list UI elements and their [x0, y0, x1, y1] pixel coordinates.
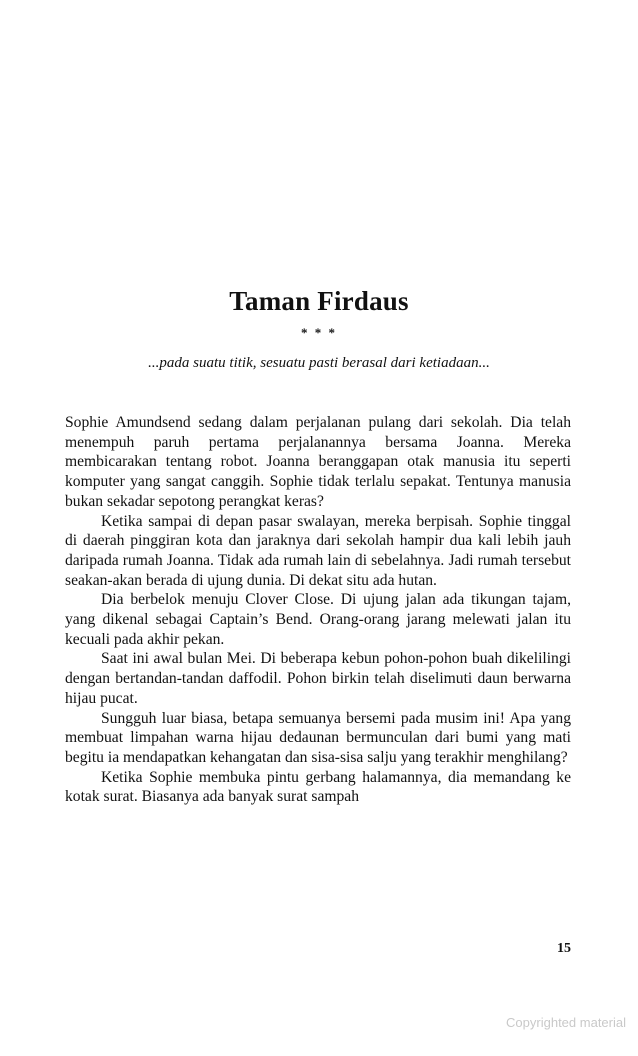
page-number: 15	[557, 941, 571, 956]
body-text	[65, 413, 571, 807]
paragraph: Sophie Amundsend sedang dalam perjalanan pulang dari sekolah. Dia telah menempuh paruh pertama perjalanannya bersama Joanna. Mereka membicarakan tentang robot. Joanna beranggapan otak manusia itu seperti komputer yang sangat canggih. Sophie tidak terlalu sepakat. Tentunya manusia bukan sekadar sepotong perangkat keras?	[65, 414, 571, 510]
paragraph: Ketika sampai di depan pasar swalayan, mereka berpisah. Sophie tinggal di daerah pinggiran kota dan jaraknya dari sekolah hampir dua kali lebih jauh daripada rumah Joanna. Tidak ada rumah lain di sebelahnya. Jadi rumah tersebut seakan-akan berada di ujung dunia. Di dekat situ ada hutan.	[65, 512, 571, 589]
paragraph: Sungguh luar biasa, betapa semuanya bersemi pada musim ini! Apa yang membuat limpahan warna hijau dedaunan bermunculan dari bumi yang mati begitu ia mendapatkan kehangatan dan sisa-sisa salju yang terakhir menghilang?	[65, 709, 571, 766]
section-separator: * * *	[301, 325, 337, 340]
chapter-title: Taman Firdaus	[229, 286, 409, 316]
paragraph: Dia berbelok menuju Clover Close. Di ujung jalan ada tikungan tajam, yang dikenal sebagai Captain’s Bend. Orang-orang jarang melewati jalan itu kecuali pada akhir pekan.	[65, 591, 571, 648]
paragraph: Saat ini awal bulan Mei. Di beberapa kebun pohon-pohon buah dikelilingi dengan bertandan-tandan daffodil. Pohon birkin telah diselimuti daun berwarna hijau pucat.	[65, 650, 571, 707]
copyright-watermark: Copyrighted material	[506, 1015, 626, 1030]
chapter-epigraph: ...pada suatu titik, sesuatu pasti berasal dari ketiadaan...	[148, 355, 490, 371]
paragraph: Ketika Sophie membuka pintu gerbang halamannya, dia memandang ke kotak surat. Biasanya ada banyak surat sampah	[65, 768, 571, 806]
